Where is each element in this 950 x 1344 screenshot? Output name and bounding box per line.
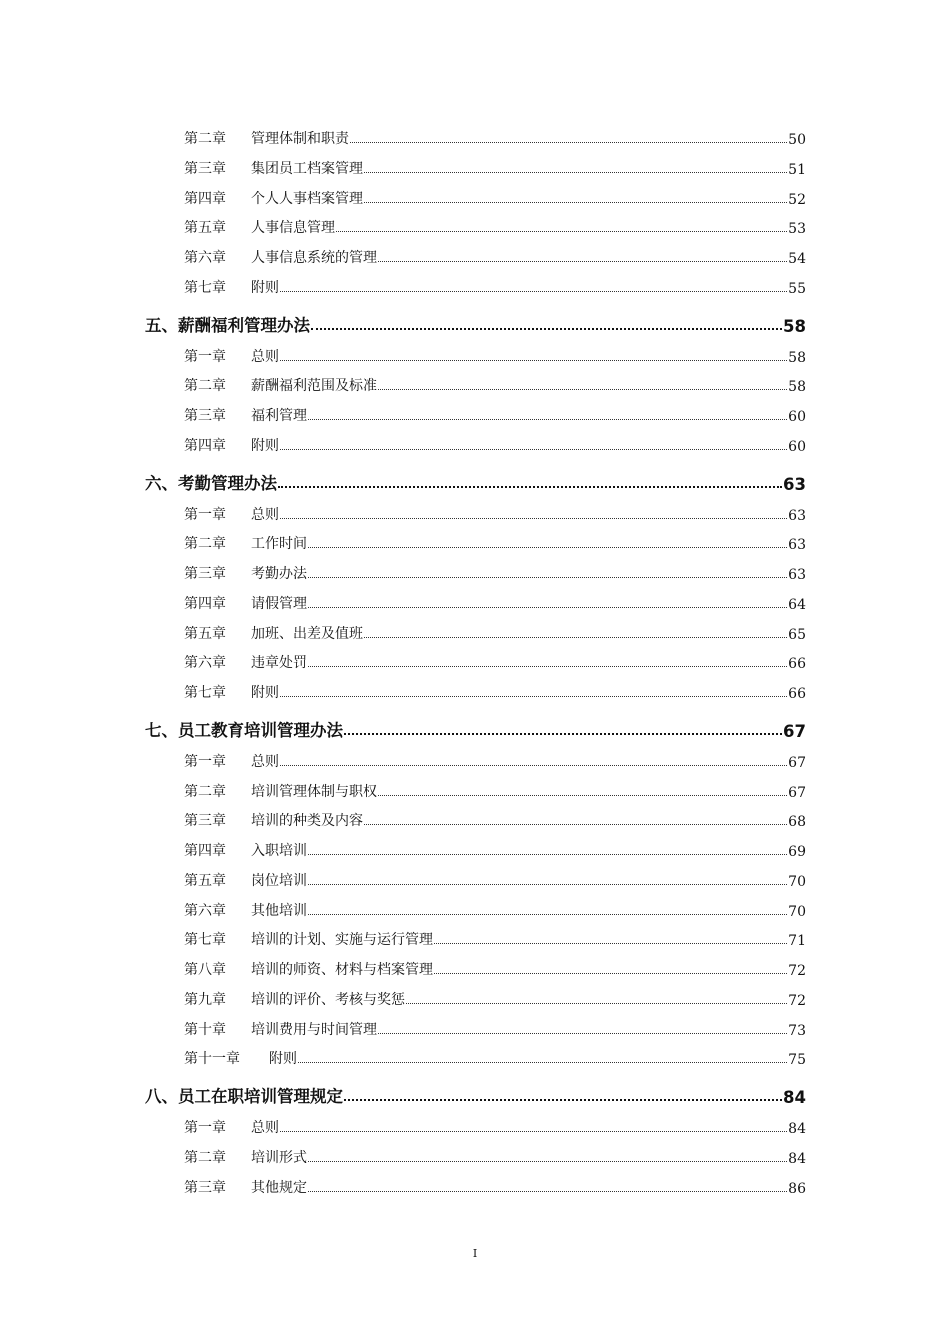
toc-chapter-entry[interactable] xyxy=(184,989,806,1009)
toc-chapter-number: 第一章 xyxy=(184,348,226,365)
toc-page-number: 73 xyxy=(788,1022,806,1039)
toc-chapter-entry[interactable] xyxy=(184,217,806,237)
toc-section-entry[interactable] xyxy=(145,1083,806,1107)
dot-leader xyxy=(308,666,787,667)
toc-entry-title: 工作时间 xyxy=(251,536,307,553)
toc-entry-title: 总则 xyxy=(251,1120,279,1136)
toc-page-number: 60 xyxy=(788,409,806,425)
toc-chapter-number: 第二章 xyxy=(184,1149,226,1166)
toc-chapter-number: 第七章 xyxy=(184,685,226,701)
dot-leader xyxy=(308,577,787,578)
toc-entry-title: 培训形式 xyxy=(251,1149,307,1166)
toc-entry-title: 岗位培训 xyxy=(251,872,307,889)
toc-chapter-entry[interactable] xyxy=(184,277,806,297)
toc-entry-title: 附则 xyxy=(251,279,279,296)
dot-leader xyxy=(364,637,787,638)
toc-entry-title: 六、考勤管理办法 xyxy=(145,473,277,493)
toc-page-number: 67 xyxy=(783,721,806,741)
toc-chapter-entry[interactable] xyxy=(184,959,806,979)
toc-page-number: 86 xyxy=(788,1180,806,1197)
dot-leader xyxy=(364,202,787,203)
dot-leader xyxy=(280,1131,787,1132)
toc-chapter-number: 第四章 xyxy=(184,595,226,612)
toc-chapter-number: 第六章 xyxy=(184,250,226,266)
toc-page-number: 52 xyxy=(788,191,806,208)
toc-page-number: 67 xyxy=(788,754,806,771)
toc-entry-title: 总则 xyxy=(251,753,279,770)
toc-entry-title: 八、员工在职培训管理规定 xyxy=(145,1087,343,1106)
toc-entry-title: 五、薪酬福利管理办法 xyxy=(145,315,310,335)
toc-chapter-number: 第二章 xyxy=(184,131,226,147)
toc-chapter-number: 第三章 xyxy=(184,813,226,830)
toc-chapter-number: 第三章 xyxy=(184,1179,226,1196)
toc-chapter-entry[interactable] xyxy=(184,128,806,148)
toc-page-number: 75 xyxy=(788,1052,806,1069)
toc-chapter-entry[interactable] xyxy=(184,158,806,178)
toc-page-number: 84 xyxy=(788,1121,806,1137)
dot-leader xyxy=(298,1062,787,1063)
toc-entry-title: 总则 xyxy=(251,348,279,365)
dot-leader xyxy=(406,1003,787,1004)
toc-chapter-entry[interactable] xyxy=(184,1177,806,1197)
toc-chapter-entry[interactable] xyxy=(184,435,806,455)
toc-chapter-number: 第一章 xyxy=(184,506,226,523)
dot-leader xyxy=(364,824,787,825)
toc-entry-title: 培训费用与时间管理 xyxy=(251,1021,377,1038)
toc-entry-title: 个人人事档案管理 xyxy=(251,190,363,207)
toc-chapter-entry[interactable] xyxy=(184,593,806,613)
dot-leader xyxy=(280,518,787,519)
toc-page-number: 72 xyxy=(788,963,806,979)
toc-chapter-number: 第五章 xyxy=(184,872,226,889)
toc-entry-title: 薪酬福利范围及标准 xyxy=(251,378,377,395)
dot-leader xyxy=(308,884,787,885)
dot-leader xyxy=(280,449,787,450)
dot-leader xyxy=(378,389,787,390)
toc-chapter-entry[interactable] xyxy=(184,652,806,672)
toc-chapter-entry[interactable] xyxy=(184,188,806,208)
toc-page-number: 63 xyxy=(788,507,806,524)
toc-page-number: 66 xyxy=(788,656,806,673)
toc-page-number: 67 xyxy=(788,784,806,801)
toc-entry-title: 总则 xyxy=(251,506,279,523)
toc-entry-title: 培训的师资、材料与档案管理 xyxy=(251,962,433,978)
toc-chapter-number: 第八章 xyxy=(184,962,226,978)
page-number: I xyxy=(472,1247,478,1260)
toc-entry-title: 附则 xyxy=(251,685,279,701)
toc-chapter-entry[interactable] xyxy=(184,929,806,949)
toc-chapter-entry[interactable] xyxy=(184,405,806,425)
toc-chapter-number: 第一章 xyxy=(184,753,226,770)
dot-leader xyxy=(434,943,787,944)
toc-entry-title: 培训的评价、考核与奖惩 xyxy=(251,991,405,1008)
toc-entry-title: 考勤办法 xyxy=(251,566,307,582)
toc-chapter-entry[interactable] xyxy=(184,504,806,524)
toc-chapter-number: 第九章 xyxy=(184,991,226,1008)
toc-page-number: 58 xyxy=(788,379,806,396)
toc-chapter-entry[interactable] xyxy=(184,751,806,771)
toc-entry-title: 其他规定 xyxy=(251,1179,307,1196)
toc-page-number: 71 xyxy=(788,933,806,950)
toc-entry-title: 培训的种类及内容 xyxy=(251,813,363,830)
toc-chapter-entry[interactable] xyxy=(184,870,806,890)
toc-chapter-entry[interactable] xyxy=(184,1117,806,1137)
toc-chapter-number: 第五章 xyxy=(184,220,226,237)
toc-entry-title: 培训管理体制与职权 xyxy=(251,783,377,800)
toc-entry-title: 附则 xyxy=(269,1051,297,1068)
toc-entry-title: 其他培训 xyxy=(251,902,307,919)
toc-chapter-number: 第五章 xyxy=(184,625,226,642)
toc-chapter-entry[interactable] xyxy=(184,1048,806,1068)
toc-chapter-entry[interactable] xyxy=(184,346,806,366)
toc-page-number: 60 xyxy=(788,438,806,455)
toc-page-number: 84 xyxy=(788,1150,806,1167)
toc-section-entry[interactable] xyxy=(145,717,806,741)
toc-page-number: 70 xyxy=(788,903,806,920)
toc-page-number: 64 xyxy=(788,596,806,613)
toc-chapter-number: 第一章 xyxy=(184,1120,226,1136)
toc-chapter-number: 第六章 xyxy=(184,655,226,672)
dot-leader xyxy=(311,328,782,330)
toc-chapter-entry[interactable] xyxy=(184,375,806,395)
toc-chapter-number: 第四章 xyxy=(184,190,226,207)
toc-chapter-entry[interactable] xyxy=(184,781,806,801)
toc-entry-title: 福利管理 xyxy=(251,408,307,424)
toc-chapter-entry[interactable] xyxy=(184,563,806,583)
toc-chapter-entry[interactable] xyxy=(184,900,806,920)
toc-chapter-number: 第六章 xyxy=(184,902,226,919)
toc-chapter-number: 第二章 xyxy=(184,783,226,800)
toc-chapter-entry[interactable] xyxy=(184,840,806,860)
dot-leader xyxy=(378,795,787,796)
toc-page-number: 66 xyxy=(788,686,806,702)
toc-entry-title: 请假管理 xyxy=(251,595,307,612)
dot-leader xyxy=(280,765,787,766)
toc-entry-title: 七、员工教育培训管理办法 xyxy=(145,720,343,740)
toc-chapter-number: 第七章 xyxy=(184,932,226,949)
toc-entry-title: 培训的计划、实施与运行管理 xyxy=(251,932,433,949)
dot-leader xyxy=(308,1191,787,1192)
toc-entry-title: 人事信息管理 xyxy=(251,220,335,237)
toc-entry-title: 加班、出差及值班 xyxy=(251,625,363,642)
dot-leader xyxy=(344,1099,782,1101)
toc-chapter-number: 第四章 xyxy=(184,843,226,859)
dot-leader xyxy=(280,291,787,292)
toc-page-number: 55 xyxy=(788,280,806,297)
toc-chapter-number: 第七章 xyxy=(184,279,226,296)
toc-chapter-number: 第二章 xyxy=(184,536,226,553)
dot-leader xyxy=(308,419,787,420)
toc-chapter-number: 第十一章 xyxy=(184,1051,240,1068)
toc-entry-title: 管理体制和职责 xyxy=(251,131,349,147)
toc-page-number: 54 xyxy=(788,251,806,267)
toc-page-number: 72 xyxy=(788,992,806,1009)
dot-leader xyxy=(280,360,787,361)
toc-page-number: 65 xyxy=(788,626,806,643)
dot-leader xyxy=(336,231,787,232)
dot-leader xyxy=(364,172,787,173)
dot-leader xyxy=(308,607,787,608)
dot-leader xyxy=(344,733,782,735)
toc-chapter-entry[interactable] xyxy=(184,1019,806,1039)
toc-entry-title: 人事信息系统的管理 xyxy=(251,250,377,266)
toc-entry-title: 入职培训 xyxy=(251,843,307,859)
toc-chapter-entry[interactable] xyxy=(184,623,806,643)
toc-chapter-entry[interactable] xyxy=(184,1147,806,1167)
toc-entry-title: 集团员工档案管理 xyxy=(251,160,363,177)
toc-page-number: 63 xyxy=(788,537,806,554)
toc-chapter-number: 第四章 xyxy=(184,437,226,454)
toc-chapter-entry[interactable] xyxy=(184,810,806,830)
dot-leader xyxy=(308,1161,787,1162)
toc-section-entry[interactable] xyxy=(145,470,806,494)
dot-leader xyxy=(378,1033,787,1034)
toc-chapter-number: 第三章 xyxy=(184,160,226,177)
toc-page-number: 53 xyxy=(788,221,806,238)
toc-chapter-number: 第二章 xyxy=(184,378,226,395)
dot-leader xyxy=(308,547,787,548)
toc-page-number: 68 xyxy=(788,814,806,831)
dot-leader xyxy=(308,914,787,915)
toc-page-number: 69 xyxy=(788,844,806,860)
dot-leader xyxy=(378,261,787,262)
toc-chapter-number: 第三章 xyxy=(184,408,226,424)
toc-page-number: 58 xyxy=(783,316,806,336)
toc-page-number: 51 xyxy=(788,161,806,178)
toc-chapter-entry[interactable] xyxy=(184,247,806,267)
dot-leader xyxy=(280,696,787,697)
toc-section-entry[interactable] xyxy=(145,312,806,336)
toc-page-number: 50 xyxy=(788,132,806,148)
toc-page-number: 84 xyxy=(783,1088,806,1107)
dot-leader xyxy=(350,142,787,143)
toc-page-number: 58 xyxy=(788,349,806,366)
toc-page-number: 63 xyxy=(783,474,806,494)
toc-chapter-number: 第十章 xyxy=(184,1021,226,1038)
dot-leader xyxy=(434,973,787,974)
toc-page-number: 63 xyxy=(788,567,806,583)
dot-leader xyxy=(278,486,782,488)
toc-entry-title: 附则 xyxy=(251,437,279,454)
toc-entry-title: 违章处罚 xyxy=(251,655,307,672)
toc-chapter-number: 第三章 xyxy=(184,566,226,582)
dot-leader xyxy=(308,854,787,855)
toc-chapter-entry[interactable] xyxy=(184,682,806,702)
toc-page-number: 70 xyxy=(788,873,806,890)
toc-chapter-entry[interactable] xyxy=(184,533,806,553)
